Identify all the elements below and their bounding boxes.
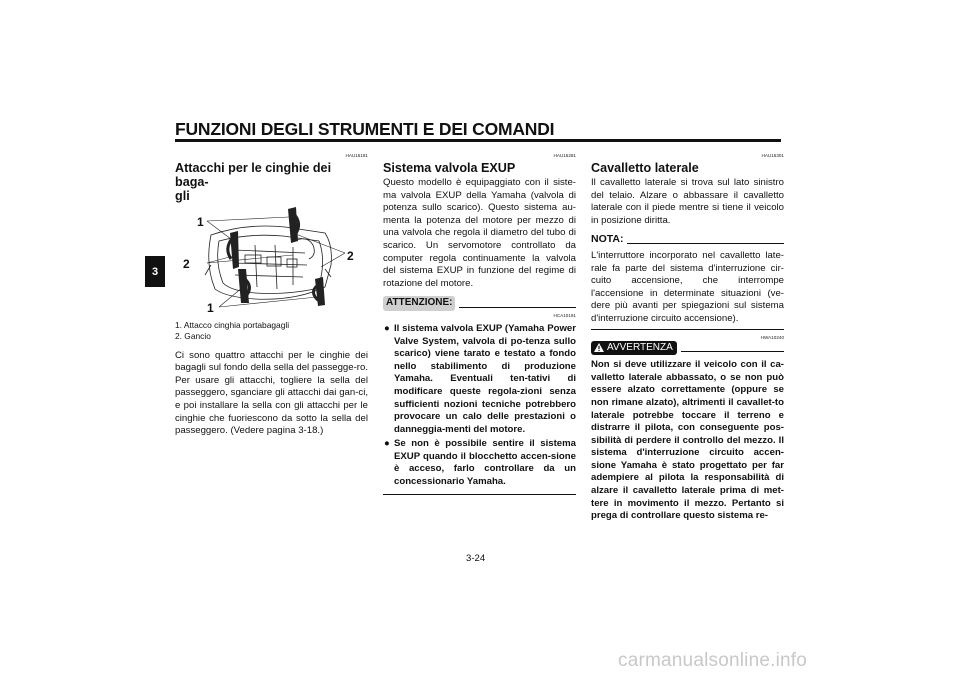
section-end-rule bbox=[383, 494, 576, 495]
warning-code: HWA10240 bbox=[760, 334, 784, 340]
section-title: Cavalletto laterale bbox=[591, 161, 699, 175]
column-exup bbox=[383, 148, 576, 495]
list-item: ● Il sistema valvola EXUP (Yamaha Power Valve System, valvola di po-tenza sullo scarico) viene tarato e testato a fondo nello stabilimento di produzione Yamaha. Eventuali ten-tativi di modificare queste regola-zioni senza sufficienti nozioni tecniche potrebbero provocare un calo delle prestazioni o danneggia-menti del motore. bbox=[384, 322, 576, 435]
body-text: Ci sono quattro attacchi per le cinghie dei bagagli sul fondo della sella del passegge-ro. Per usare gli attacchi, togliere la sella del passeggero, sganciare gli attacchi dai gan-ci, e poi installare la sella con gli attacchi per le cinghie che fuoriescono da sotto la sella del passeggero. (Vedere pagina 3-18.) bbox=[175, 349, 368, 437]
warning-icon bbox=[594, 343, 604, 352]
warning-label-row bbox=[591, 341, 784, 356]
section-code: HAU15301 bbox=[761, 153, 784, 158]
page-number: 3-24 bbox=[466, 553, 486, 564]
note-label-row bbox=[591, 233, 784, 246]
section-title: Sistema valvola EXUP bbox=[383, 161, 516, 175]
column-sidestand bbox=[591, 148, 784, 523]
body-text: Questo modello è equipaggiato con il siste-ma valvola EXUP della Yamaha (valvola di potenza sullo scarico). Questo sistema au-menta la potenza del motore per mezzo di una valvola che regola il diametro del tubo di scarico. Un servomotore controllato da computer regola continuamente la valvola del sistema EXUP in funzione del regime di rotazione del motore. bbox=[383, 177, 576, 289]
section-code: HAU15181 bbox=[345, 153, 368, 158]
attention-label: ATTENZIONE: bbox=[383, 296, 455, 311]
watermark: carmanualsonline.info bbox=[618, 650, 808, 671]
figure-callout: 1 bbox=[207, 301, 214, 313]
warning-label: AVVERTENZA bbox=[591, 341, 677, 356]
figure-callout: 2 bbox=[347, 249, 354, 263]
body-text: Il cavalletto laterale si trova sul lato sinistro del telaio. Alzare o abbassare il cavalletto laterale con il piede mentre si tiene il veicolo in posizione diritta. bbox=[591, 177, 784, 226]
warning-text: Non si deve utilizzare il veicolo con il ca-valletto laterale abbassato, o se non può essere alzato correttamente (oppure se non rimane alzato), altrimenti il cavallet-to laterale potrebbe toccare il terreno e distrarre il pilota, con conseguente pos-sibilità di perdere il controllo del mezzo. Il sistema d'interruzione circuito accen-sione Yamaha è stato progettato per far adempiere al pilota la responsabilità di alzare il cavalletto laterale prima di met-tere in movimento il mezzo. Pertanto si prega di controllare questo sistema re- bbox=[591, 359, 784, 522]
page-header-title: FUNZIONI DEGLI STRUMENTI E DEI COMANDI bbox=[175, 119, 555, 139]
bullet-icon: ● bbox=[384, 438, 390, 450]
figure-callout: 2 bbox=[183, 257, 190, 271]
seat-underside-figure bbox=[175, 205, 368, 313]
figure-captions bbox=[175, 320, 368, 342]
bullet-icon: ● bbox=[384, 322, 390, 334]
header-rule bbox=[175, 139, 781, 142]
attention-label-row bbox=[383, 296, 576, 311]
section-code: HAU15281 bbox=[553, 153, 576, 158]
attention-list bbox=[383, 323, 576, 489]
note-text: L'interruttore incorporato nel cavalletto late-rale fa parte del sistema d'interruzione cir-cuito accensione, che interrompe l'accensione in determinate situazioni (ve-dere più avanti per spiegazioni sul sistema d'interruzione circuito accensione). bbox=[591, 249, 784, 324]
caption-item: 1. Attacco cinghia portabagagli bbox=[175, 319, 290, 330]
section-title: Attacchi per le cinghie dei baga- gli bbox=[175, 161, 332, 203]
chapter-tab: 3 bbox=[145, 256, 165, 287]
figure-callout: 1 bbox=[197, 215, 204, 229]
list-item: ● Se non è possibile sentire il sistema EXUP quando il blocchetto accen-sione è acceso, farlo controllare da un concessionario Yamaha. bbox=[384, 438, 576, 488]
caption-item: 2. Gancio bbox=[175, 330, 211, 341]
note-end-rule bbox=[591, 329, 784, 330]
attention-code: HCA10191 bbox=[553, 312, 576, 318]
note-label: NOTA: bbox=[591, 233, 624, 246]
column-luggage-hooks bbox=[175, 148, 368, 438]
